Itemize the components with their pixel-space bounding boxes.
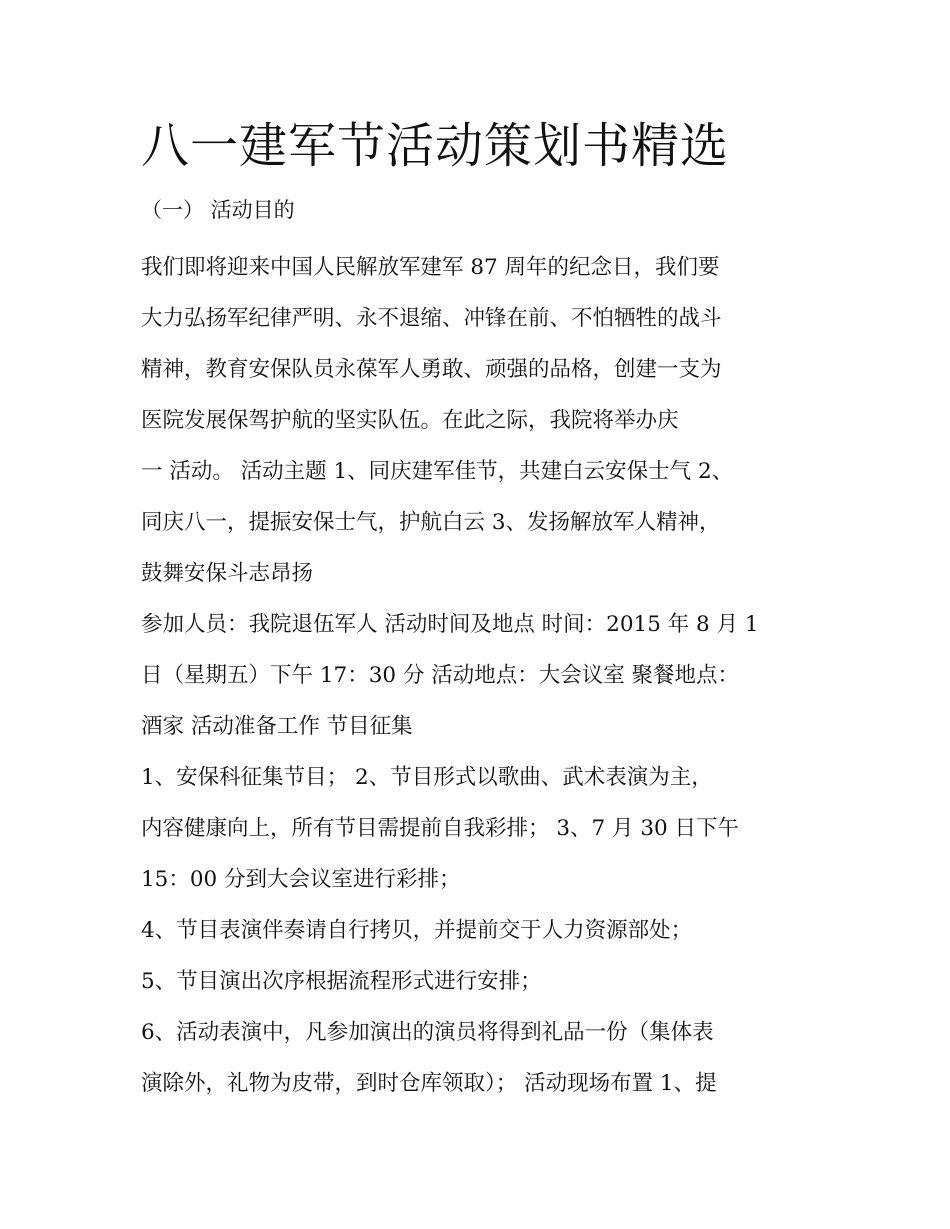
text-line: 精神，教育安保队员永葆军人勇敢、顽强的品格，创建一支为 [141,357,722,382]
text-line: 4、节目表演伴奏请自行拷贝，并提前交于人力资源部处； [141,918,693,943]
text-line: 鼓舞安保斗志昂扬 [141,561,314,586]
text-line: 1、安保科征集节目； 2、节目形式以歌曲、武术表演为主， [141,765,713,790]
document-title: 八一建军节活动策划书精选 [141,118,730,174]
text-line: 15：00 分到大会议室进行彩排； [141,867,461,892]
text-line: 演除外，礼物为皮带，到时仓库领取）； 活动现场布置 1、提 [141,1071,717,1096]
paragraph-item-4 [141,905,821,956]
paragraph-item-6 [141,1007,821,1109]
text-line: 一 活动。 活动主题 1、同庆建军佳节，共建白云安保士气 2、 [141,459,734,484]
text-line: 酒家 活动准备工作 节目征集 [141,714,413,739]
paragraph-participants [141,599,821,752]
text-line: 医院发展保驾护航的坚实队伍。在此之际，我院将举办庆 [141,408,679,433]
text-line: 日（星期五）下午 17：30 分 活动地点：大会议室 聚餐地点： [141,663,740,688]
text-line: 同庆八一，提振安保士气，护航白云 3、发扬解放军人精神， [141,510,721,535]
text-line: 大力弘扬军纪律严明、永不退缩、冲锋在前、不怕牺牲的战斗 [141,306,722,331]
document-page [141,112,821,1109]
section-heading: （一） 活动目的 [141,198,295,222]
text-line: 我们即将迎来中国人民解放军建军 87 周年的纪念日，我们要 [141,255,720,280]
paragraph-program-collection [141,752,821,905]
text-line: 参加人员：我院退伍军人 活动时间及地点 时间：2015 年 8 月 1 [141,612,759,637]
text-line: 内容健康向上，所有节目需提前自我彩排； 3、7 月 30 日下午 [141,816,740,841]
text-line: 5、节目演出次序根据流程形式进行安排； [141,969,542,994]
paragraph-purpose [141,242,821,599]
text-line: 6、活动表演中，凡参加演出的演员将得到礼品一份（集体表 [141,1020,714,1045]
paragraph-item-5 [141,956,821,1007]
